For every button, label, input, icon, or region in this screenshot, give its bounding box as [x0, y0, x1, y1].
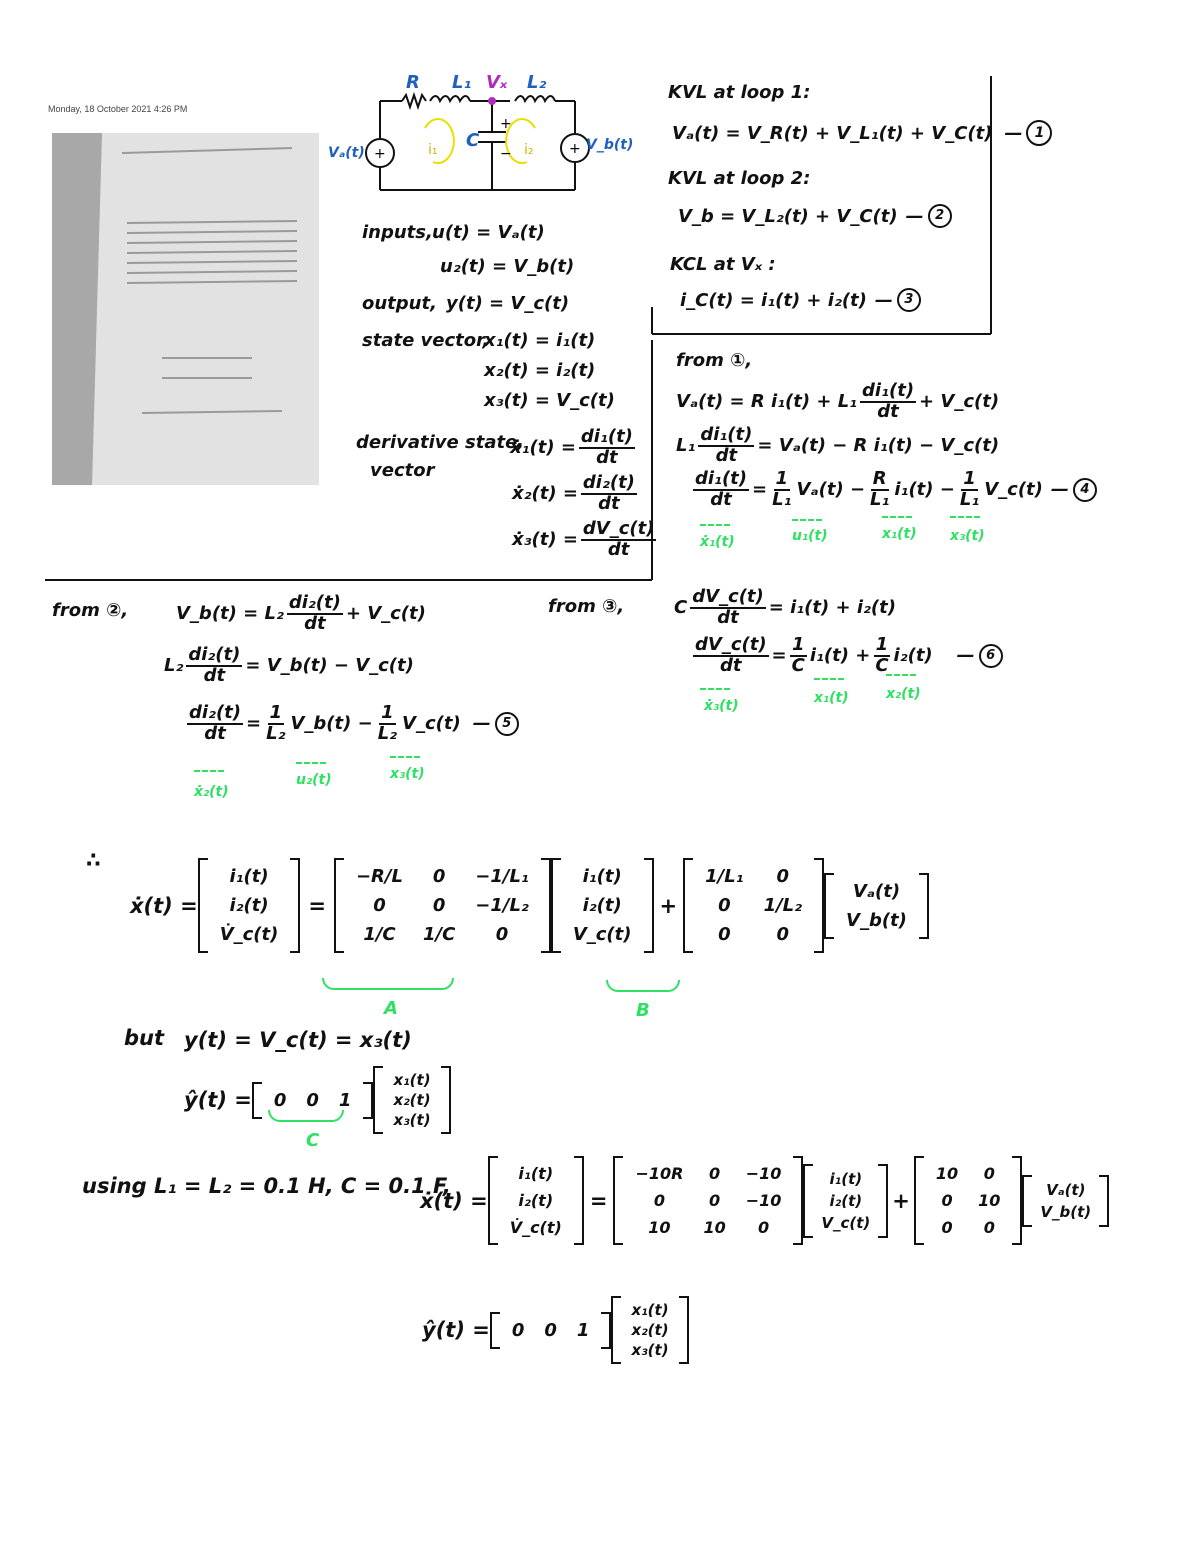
nA-0-1: 0 — [709, 1164, 721, 1183]
output-state-vector — [373, 1066, 450, 1134]
nB-2-0: 0 — [941, 1218, 953, 1237]
deriv-label-2: vector — [370, 460, 435, 481]
kvl-loop1-title: KVL at loop 1: — [668, 82, 811, 103]
from1-l2-den: dt — [715, 444, 738, 466]
from2-l2-pre: L₂ — [164, 655, 184, 677]
from1-g4: x₃(t) — [950, 528, 985, 544]
from2-l1-den: dt — [304, 612, 326, 634]
label-Vb: V_b(t) — [586, 137, 634, 153]
from2-l2-num: di₂(t) — [188, 644, 241, 665]
deriv-x3-lhs: ẋ₃(t) = — [512, 529, 578, 551]
from2-l1-num: di₂(t) — [288, 592, 341, 613]
input-u1: u(t) = Vₐ(t) — [432, 222, 545, 243]
eq1-tag: 1 — [1026, 120, 1052, 146]
state-2: V_c(t) — [572, 924, 632, 945]
A-2-2: 0 — [495, 924, 509, 945]
nA-2-0: 10 — [648, 1218, 671, 1237]
nB-1-1: 10 — [978, 1191, 1001, 1210]
from3-g3: x₂(t) — [886, 686, 921, 702]
from2-line3: $\frac{\text{di₂(t)}}{dt}$ = $\frac{1}{\text{L₂}}$ V_b(t) − $\frac{1}{\text{L₂}}$ V_c(t) — 5 — [184, 704, 519, 744]
from2-g1: ẋ₂(t) — [194, 784, 229, 800]
underline-g1 — [700, 520, 730, 526]
from1-line3: $\frac{\text{di₁(t)}}{dt}$ = $\frac{1}{\text{L₁}}$ Vₐ(t) − $\frac{R}{\text{L₁}}$ i₁(t) − $\frac{1}{\text{L₁}}$ V_c(t) — 4 — [690, 470, 1097, 510]
from2-l3-vc: V_c(t) — [402, 713, 461, 735]
from1-l2-pre: L₁ — [676, 435, 696, 457]
nstate-1: i₂(t) — [829, 1191, 863, 1210]
state-0: i₁(t) — [582, 866, 622, 887]
input-1: V_b(t) — [846, 909, 907, 931]
eq3-tag: 3 — [897, 288, 921, 312]
from1-title: from ①, — [676, 350, 753, 371]
brace-C — [268, 1110, 344, 1122]
C-1: 0 — [306, 1089, 319, 1111]
underline-g4 — [950, 512, 980, 518]
numeric-lhs: ẋ(t) = — [420, 1188, 488, 1213]
nA-1-0: 0 — [653, 1191, 665, 1210]
label-A: A — [384, 998, 398, 1019]
B-1-0: 0 — [718, 895, 731, 916]
label-L2: L₂ — [527, 72, 547, 93]
numeric-lhs-vector — [488, 1156, 584, 1245]
nC-0: 0 — [511, 1319, 525, 1341]
nA-0-0: −10R — [635, 1164, 684, 1183]
underline-f3-g2 — [814, 674, 844, 680]
but-label: but — [124, 1026, 165, 1050]
label-Vx: Vₓ — [486, 72, 508, 93]
numeric-state-vector — [803, 1164, 888, 1238]
state-eq-lhs-vector — [198, 858, 301, 953]
kcl-title: KCL at Vₓ : — [670, 254, 776, 275]
from2-l1-rhs: + V_c(t) — [345, 603, 426, 625]
input-0: Vₐ(t) — [852, 880, 901, 902]
from1-l1-lhs: Vₐ(t) = R i₁(t) + L₁ — [676, 391, 858, 413]
numeric-output-equation — [422, 1296, 689, 1364]
state-vector — [551, 858, 654, 953]
source-b-sign: + — [569, 141, 581, 157]
from2-l3-a: 1 — [269, 702, 283, 723]
nB-0-1: 0 — [983, 1164, 995, 1183]
num-lhs-0: i̇₁(t) — [518, 1164, 554, 1183]
from1-l3-a: 1 — [775, 468, 789, 489]
from3-l2-i1: i₁(t) + — [809, 645, 871, 667]
deriv-label: derivative state, — [356, 432, 525, 453]
from1-l3-b-den: L₁ — [870, 488, 890, 510]
nA-2-2: 0 — [757, 1218, 770, 1237]
label-R: R — [406, 72, 420, 93]
from2-l3-a-den: L₂ — [266, 722, 286, 744]
kvl-eq1-text: Vₐ(t) = V_R(t) + V_L₁(t) + V_C(t) — [672, 122, 993, 144]
numeric-y-lhs: ŷ(t) = — [422, 1318, 490, 1342]
from1-g2: u₁(t) — [792, 528, 828, 544]
from1-l1-num: di₁(t) — [862, 380, 915, 401]
lhs-vec-0: i̇₁(t) — [229, 866, 269, 887]
ninput-1: V_b(t) — [1040, 1202, 1092, 1221]
label-i2: i₂ — [524, 142, 534, 158]
from3-l2-b: 1 — [875, 634, 889, 655]
nA-2-1: 10 — [703, 1218, 726, 1237]
label-C-matrix: C — [306, 1130, 320, 1151]
A-1-0: 0 — [373, 895, 386, 916]
state-label: state vector, — [362, 330, 490, 351]
cap-minus: − — [500, 146, 512, 162]
nA-1-1: 0 — [709, 1191, 721, 1210]
from2-l3-b-den: L₂ — [377, 722, 398, 744]
numeric-input-vector — [1022, 1175, 1109, 1227]
numeric-output-state-vector — [611, 1296, 688, 1364]
state-1: i₂(t) — [582, 895, 622, 916]
eq6-tag: 6 — [979, 644, 1003, 668]
from3-l2-den: dt — [720, 654, 742, 676]
from1-line1 — [676, 382, 999, 422]
underline-f2-g2 — [296, 758, 326, 764]
label-i1: i₁ — [428, 142, 438, 158]
deriv-x1-lhs: ẋ₁(t) = — [510, 437, 576, 459]
from1-g3: x₁(t) — [882, 526, 917, 542]
B-0-0: 1/L₁ — [705, 866, 744, 887]
nC-1: 0 — [544, 1319, 557, 1341]
nA-1-2: −10 — [745, 1191, 782, 1210]
nA-0-2: −10 — [745, 1164, 782, 1183]
from2-l3-num: di₂(t) — [189, 702, 241, 723]
from1-g1: ẋ₁(t) — [700, 534, 735, 550]
underline-f3-g3 — [886, 670, 916, 676]
label-Va: Vₐ(t) — [328, 145, 365, 161]
from1-l3-a-den: L₁ — [772, 488, 792, 510]
nB-2-1: 0 — [983, 1218, 995, 1237]
eq2-tag: 2 — [928, 204, 952, 228]
underline-g3 — [882, 512, 912, 518]
A-2-1: 1/C — [422, 924, 456, 945]
input-u2: u₂(t) = V_b(t) — [440, 256, 575, 277]
nstate-0: i₁(t) — [829, 1169, 863, 1188]
from1-l3-c: 1 — [963, 468, 976, 489]
from3-l2-a: 1 — [791, 634, 805, 655]
nout-x-1: x₂(t) — [631, 1321, 669, 1339]
state-x2: x₂(t) = i₂(t) — [484, 360, 596, 381]
from1-l2-rhs: = Vₐ(t) − R i₁(t) − V_c(t) — [757, 435, 1000, 457]
lhs-vec-2: V̇_c(t) — [219, 924, 279, 945]
numeric-matrix-A — [613, 1156, 803, 1245]
A-0-0: −R/L — [355, 866, 403, 887]
num-lhs-1: i̇₂(t) — [518, 1191, 554, 1210]
using-line: using L₁ = L₂ = 0.1 H, C = 0.1 F, — [82, 1174, 451, 1198]
kvl-eq1: Vₐ(t) = V_R(t) + V_L₁(t) + V_C(t) — 1 — [672, 120, 1052, 146]
deriv-x2-den: dt — [598, 492, 620, 514]
underline-f3-g1 — [700, 684, 730, 690]
from3-l2-b-den: C — [875, 654, 889, 676]
nout-x-2: x₃(t) — [631, 1341, 669, 1359]
A-0-2: −1/L₁ — [475, 866, 529, 887]
out-x-1: x₂(t) — [393, 1091, 431, 1109]
input-vector — [824, 873, 929, 939]
from3-line1 — [674, 588, 896, 628]
label-B: B — [636, 1000, 650, 1021]
from2-l3-den: dt — [204, 722, 226, 744]
B-2-1: 0 — [776, 924, 790, 945]
num-lhs-2: V̇_c(t) — [509, 1218, 562, 1237]
inputs-label: inputs, — [362, 222, 433, 243]
kvl-eq2-text: V_b = V_L₂(t) + V_C(t) — [678, 205, 898, 227]
kvl-loop2-title: KVL at loop 2: — [668, 168, 811, 189]
underline-f2-g3 — [390, 752, 420, 758]
from3-l1-den: dt — [717, 606, 739, 628]
numeric-matrix-C — [490, 1312, 612, 1349]
from2-l1-lhs: V_b(t) = L₂ — [176, 603, 284, 625]
from1-l1-den: dt — [877, 400, 899, 422]
output-eq-lhs: ŷ(t) = — [184, 1088, 252, 1112]
out-x-2: x₃(t) — [393, 1111, 431, 1129]
kvl-eq2: V_b = V_L₂(t) + V_C(t) — 2 — [678, 204, 952, 228]
from1-l3-b: R — [872, 468, 887, 489]
from2-line2 — [164, 646, 414, 686]
section-divider — [40, 335, 660, 585]
matrix-A — [334, 858, 551, 953]
from2-l3-b: 1 — [381, 702, 394, 723]
underline-g2 — [792, 515, 822, 521]
from2-line1 — [176, 594, 426, 634]
state-equation: ẋ(t) = i̇₁(t) i̇₂(t) V̇_c(t) = −R/L 0 −1/L₁ 0 0 −1/L₂ 1/C 1/C 0 i₁(t) i₂(t) V_c(t) + 1/L₁ 0 0 1/L₂ 0 0 Vₐ(t) V_b(t) — [130, 858, 929, 953]
A-1-2: −1/L₂ — [475, 895, 529, 916]
timestamp-caption: Monday, 18 October 2021 4:26 PM — [48, 104, 188, 114]
from1-l3-c-den: L₁ — [959, 488, 980, 510]
underline-f2-g1 — [194, 766, 224, 772]
numeric-matrix-B — [914, 1156, 1023, 1245]
B-1-1: 1/L₂ — [763, 895, 803, 916]
kcl-eq3-text: i_C(t) = i₁(t) + i₂(t) — [680, 289, 867, 311]
output-label: output, — [362, 293, 437, 314]
C-0: 0 — [273, 1089, 287, 1111]
brace-A — [322, 978, 454, 990]
from2-title: from ②, — [52, 600, 129, 621]
C-2: 1 — [338, 1089, 352, 1111]
from1-l2-num: di₁(t) — [700, 424, 753, 445]
B-0-1: 0 — [776, 866, 790, 887]
kcl-eq3: i_C(t) = i₁(t) + i₂(t) — 3 — [680, 288, 921, 312]
from1-l1-rhs: + V_c(t) — [919, 391, 1000, 413]
A-2-0: 1/C — [363, 924, 396, 945]
from3-line2: $\frac{dV\_c(t)}{dt}$ = $\frac{1}{C}$ i₁(t) + $\frac{1}{C}$ i₂(t) — 6 — [690, 636, 1003, 676]
deriv-x1-den: dt — [596, 446, 618, 468]
nC-2: 1 — [576, 1319, 590, 1341]
lhs-vec-1: i̇₂(t) — [229, 895, 269, 916]
B-2-0: 0 — [718, 924, 731, 945]
brace-B — [606, 980, 680, 992]
from2-l2-rhs: = V_b(t) − V_c(t) — [245, 655, 414, 677]
from3-title: from ③, — [548, 596, 625, 617]
from1-line2 — [676, 426, 999, 466]
deriv-x2-lhs: ẋ₂(t) = — [512, 483, 578, 505]
therefore-symbol: ∴ — [86, 848, 101, 872]
matrix-B — [683, 858, 824, 953]
eq5-tag: 5 — [495, 712, 519, 736]
from3-l1-num: dV_c(t) — [692, 586, 764, 607]
from1-l3-vc: V_c(t) — [984, 479, 1043, 501]
numeric-state-equation: ẋ(t) = i̇₁(t) i̇₂(t) V̇_c(t) = −10R 0 −10 0 0 −10 10 10 0 i₁(t) i₂(t) V_c(t) + 10 0 0 10 0 0 Vₐ(t) V_b(t) — [420, 1156, 1109, 1245]
from1-l3-den: dt — [710, 488, 732, 510]
deriv-x2-num: di₂(t) — [582, 472, 635, 493]
nB-1-0: 0 — [941, 1191, 953, 1210]
output-y: y(t) = V_c(t) — [446, 293, 570, 314]
label-L1: L₁ — [452, 72, 472, 93]
from2-l2-den: dt — [203, 664, 226, 686]
deriv-x3-den: dt — [607, 538, 630, 560]
label-C: C — [466, 130, 480, 151]
state-x3: x₃(t) = V_c(t) — [484, 390, 615, 411]
A-1-1: 0 — [432, 895, 446, 916]
from2-l3-vb: V_b(t) − — [290, 713, 373, 735]
from1-l3-num: di₁(t) — [695, 468, 747, 489]
cap-plus: + — [500, 116, 512, 132]
nB-0-0: 10 — [935, 1164, 959, 1183]
y-line: y(t) = V_c(t) = x₃(t) — [184, 1028, 412, 1052]
from2-g3: x₃(t) — [390, 766, 425, 782]
A-0-1: 0 — [432, 866, 446, 887]
nout-x-0: x₁(t) — [631, 1301, 669, 1319]
source-a-sign: + — [374, 146, 386, 162]
from3-l2-num: dV_c(t) — [695, 634, 767, 655]
from1-l3-va: Vₐ(t) − — [796, 479, 866, 501]
from3-l2-i2: i₂(t) — [893, 645, 933, 667]
from3-g1: ẋ₃(t) — [704, 698, 739, 714]
out-x-0: x₁(t) — [393, 1071, 431, 1089]
circuit-diagram — [330, 68, 630, 203]
from1-l3-i1: i₁(t) − — [894, 479, 955, 501]
deriv-x1-num: di₁(t) — [580, 426, 633, 447]
from3-g2: x₁(t) — [814, 690, 849, 706]
state-eq-lhs: ẋ(t) = — [130, 893, 198, 918]
from2-g2: u₂(t) — [296, 772, 332, 788]
from3-l2-a-den: C — [791, 654, 805, 676]
state-x1: x₁(t) = i₁(t) — [484, 330, 596, 351]
deriv-x3-num: dV_c(t) — [582, 518, 655, 539]
from3-l1-rhs: = i₁(t) + i₂(t) — [768, 597, 896, 619]
from3-l1-pre: C — [674, 597, 688, 619]
nstate-2: V_c(t) — [821, 1213, 871, 1232]
ninput-0: Vₐ(t) — [1046, 1180, 1086, 1199]
eq4-tag: 4 — [1073, 478, 1097, 502]
output-equation — [184, 1066, 451, 1134]
